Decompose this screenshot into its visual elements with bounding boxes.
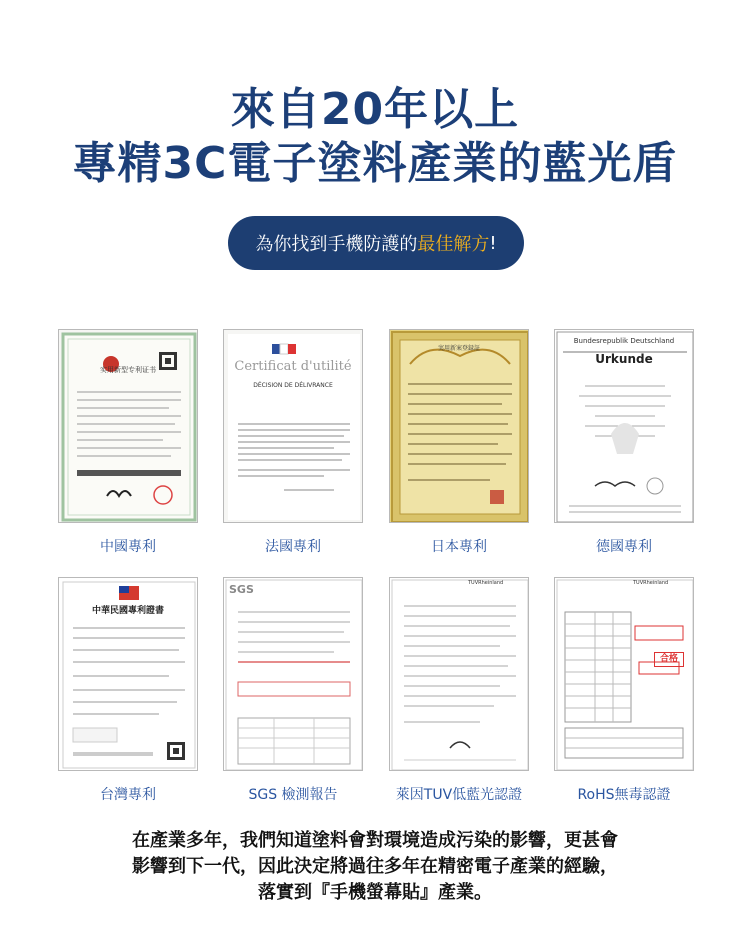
certificate-germany-title: Urkunde <box>595 352 653 366</box>
certificate-rohs <box>554 577 694 771</box>
caption-france-patent: 法國專利 <box>265 539 321 555</box>
certificate-germany-title-wrap <box>554 337 694 366</box>
caption-germany-patent: 德國專利 <box>596 539 652 555</box>
certificate-taiwan-title: 中華民國專利證書 <box>91 606 164 616</box>
tagline-after: ! <box>489 232 497 254</box>
certificate-japan-patent <box>389 329 529 523</box>
certificate-france-title: Certificat d'utilité <box>234 359 352 374</box>
caption-tuv-low-blue-light: 萊因TUV低藍光認證 <box>395 787 523 803</box>
certificate-rohs-header-wrap <box>633 580 689 586</box>
headline-line-2: 專精3C電子塗料產業的藍光盾 <box>72 138 678 189</box>
certificate-china-title-wrap <box>58 365 198 375</box>
caption-china-patent: 中國專利 <box>100 539 156 555</box>
certificate-japan-title-wrap <box>389 343 529 352</box>
paragraph-line-1: 在產業多年，我們知道塗料會對環境造成污染的影響，更甚會 <box>132 830 618 851</box>
caption-sgs-report: SGS 檢測報告 <box>248 787 338 803</box>
rohs-tuv-logo: TÜVRheinland <box>633 580 669 586</box>
paragraph-line-3: 落實到『手機螢幕貼』產業。 <box>258 882 492 903</box>
caption-taiwan-patent: 台灣專利 <box>100 787 156 803</box>
intro-paragraph <box>0 828 750 906</box>
tagline-banner <box>228 216 524 270</box>
tagline-highlight: 最佳解方 <box>417 234 490 255</box>
paragraph-line-2: 影響到下一代，因此決定將過往多年在精密電子產業的經驗， <box>132 856 618 877</box>
certificate-germany-header: Bundesrepublik Deutschland <box>573 337 675 345</box>
tagline-before: 為你找到手機防護的 <box>255 234 418 255</box>
caption-japan-patent: 日本專利 <box>431 539 487 555</box>
certificate-france-subtitle: DÉCISION DE DÉLIVRANCE <box>253 382 333 389</box>
caption-rohs: RoHS無毒認證 <box>577 787 671 803</box>
certificate-tuv-low-blue-light <box>389 577 529 771</box>
certificate-japan-title: 実用新案登録証 <box>437 345 480 352</box>
headline-line-1: 來自20年以上 <box>230 84 520 135</box>
certificate-china-title: 实用新型专利证书 <box>100 366 156 374</box>
tuv-logo: TÜVRheinland <box>468 580 504 586</box>
rohs-pass-stamp: 合格 <box>654 652 684 667</box>
certificate-taiwan-title-wrap <box>58 603 198 616</box>
certificate-tuv-header-wrap <box>468 580 528 586</box>
certificate-france-title-wrap <box>223 359 363 389</box>
certificate-sgs-title-wrap <box>229 583 369 596</box>
rohs-stamp-wrap <box>654 652 686 668</box>
certificate-sgs-report <box>223 577 363 771</box>
certificate-china-patent <box>58 329 198 523</box>
sgs-logo: SGS <box>229 583 254 596</box>
